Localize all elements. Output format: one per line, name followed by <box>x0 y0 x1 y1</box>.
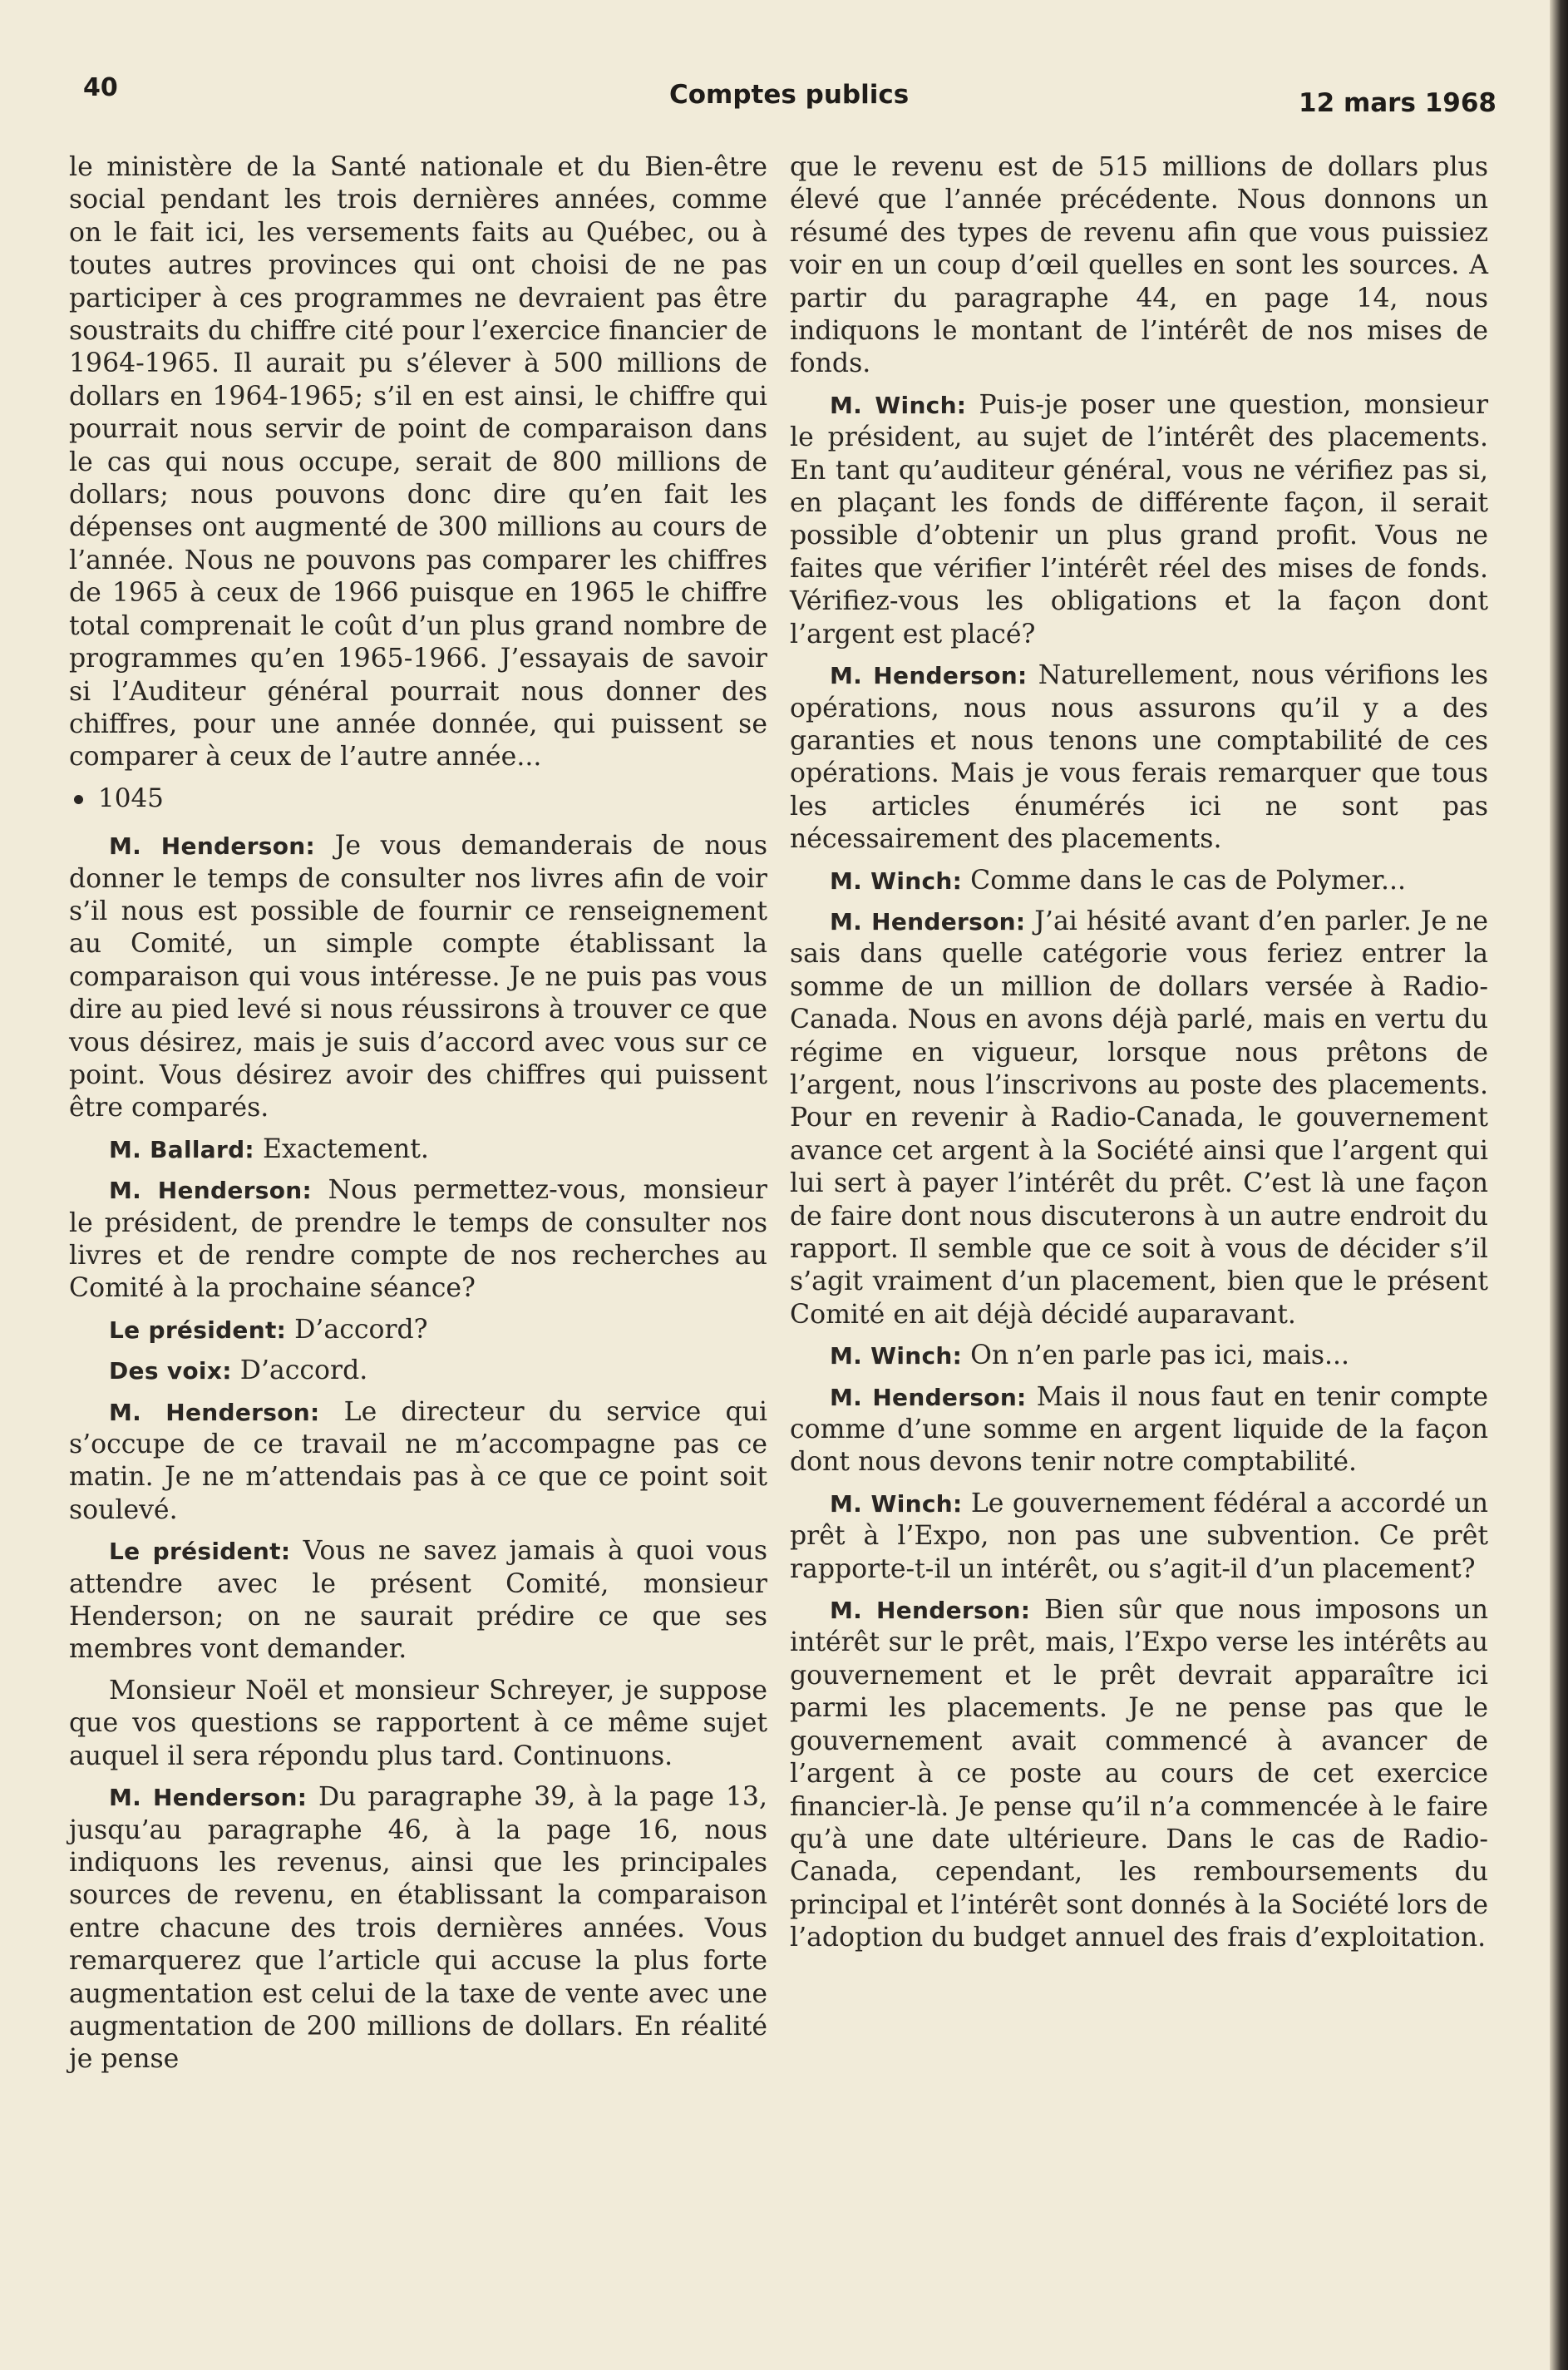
speaker-name: M. Ballard: <box>109 1135 254 1163</box>
speaker-name: M. Henderson: <box>109 1177 312 1205</box>
paragraph <box>69 830 767 1125</box>
speaker-name: M. Winch: <box>830 1342 963 1370</box>
paragraph: Monsieur Noël et monsieur Schreyer, je suppose que vos questions se rapportent à ce même sujet auquel il sera répondu plus tard. Continuons. <box>69 1675 767 1771</box>
speaker-name: Des voix: <box>109 1357 232 1385</box>
speech-text: Le directeur du service qui s’occupe de ce travail ne m’accompagne pas ce matin. Je ne m’attendais pas à ce que ce point soit soulevé. <box>69 1396 767 1525</box>
paragraph <box>69 1314 767 1346</box>
speaker-name: M. Winch: <box>830 1489 963 1518</box>
speaker-name: M. Henderson: <box>830 1597 1031 1625</box>
paragraph <box>790 1340 1488 1372</box>
speech-text: Du paragraphe 39, à la page 13, jusqu’au paragraphe 46, à la page 16, nous indiquons les revenus, ainsi que les principales sources de revenu, en établissant la comparaison entre chacune des trois dernières années. Vous remarquerez que l’article qui accuse la plus forte augmentation est celui de la taxe de vente avec une augmentation de 200 millions de dollars. En réalité je pense <box>69 1782 767 2075</box>
paragraph <box>69 1781 767 2076</box>
paragraph <box>69 1396 767 1528</box>
header-date: 12 mars 1968 <box>1299 88 1497 118</box>
speaker-name: M. Henderson: <box>830 662 1028 690</box>
speech-text: D’accord. <box>231 1355 368 1386</box>
paragraph <box>790 659 1488 856</box>
paragraph <box>790 1594 1488 1954</box>
paragraph <box>69 1133 767 1166</box>
speech-text: Nous permettez-vous, monsieur le président, de prendre le temps de consulter nos livres et de rendre compte de nos recherches au Comité à la prochaine séance? <box>69 1175 767 1304</box>
speaker-name: M. Winch: <box>830 867 963 895</box>
page-edge-shadow <box>1550 0 1568 2370</box>
paragraph: que le revenu est de 515 millions de dollars plus élevé que l’année précédente. Nous donnons un résumé des types de revenu afin que vous puissiez voir en un coup d’œil quelles en sont les sources. A partir du paragraphe 44, en page 14, nous indiquons le montant de l’intérêt de nos mises de fonds. <box>790 152 1488 379</box>
paragraph <box>69 1174 767 1306</box>
speech-text: Le gouvernement fédéral a accordé un prêt à l’Expo, non pas une subvention. Ce prêt rapporte-t-il un intérêt, ou s’agit-il d’un placement? <box>790 1488 1489 1584</box>
paragraph <box>790 1381 1488 1479</box>
speaker-name: Le président: <box>109 1316 287 1344</box>
right-column <box>790 151 1488 1963</box>
speaker-name: M. Henderson: <box>830 907 1026 936</box>
running-title: Comptes publics <box>669 80 910 110</box>
speaker-name: M. Henderson: <box>109 1784 308 1812</box>
paragraph <box>790 865 1488 897</box>
time-marker-label: 1045 <box>98 783 164 813</box>
paragraph <box>790 906 1488 1331</box>
page-number: 40 <box>83 73 118 102</box>
speaker-name: M. Henderson: <box>109 1398 320 1426</box>
speech-text: Mais il nous faut en tenir compte comme d’une somme en argent liquide de la façon dont nous devons tenir notre comptabilité. <box>790 1381 1488 1478</box>
speaker-name: M. Winch: <box>830 391 967 419</box>
speech-text: Comme dans le cas de Polymer... <box>962 865 1407 896</box>
time-marker <box>69 783 767 815</box>
speech-text: Naturellement, nous vérifions les opérations, nous nous assurons qu’il y a des garanties et nous tenons une comptabilité de ces opérations. Mais je vous ferais remarquer que tous les articles énumérés ici ne sont pas nécessairement des placements. <box>790 660 1488 855</box>
bullet-icon <box>74 795 83 804</box>
speaker-name: M. Henderson: <box>109 832 316 861</box>
speech-text: D’accord? <box>286 1314 428 1345</box>
speech-text: Puis-je poser une question, monsieur le président, au sujet de l’intérêt des placements. En tant qu’auditeur général, vous ne vérifiez pas si, en plaçant les fonds de différente façon, il serait possible d’obtenir un plus grand profit. Vous ne faites que vérifier l’intérêt réel des mises de fonds. Vérifiez-vous les obligations et la façon dont l’argent est placé? <box>790 389 1489 649</box>
speech-text: J’ai hésité avant d’en parler. Je ne sais dans quelle catégorie vous feriez entrer la somme de un million de dollars versée à Radio-Canada. Nous en avons déjà parlé, mais en vertu du régime en vigueur, lorsque nous prêtons de l’argent, nous l’inscrivons au poste des placements. Pour en revenir à Radio-Canada, le gouvernement avance cet argent à la Société ainsi que l’argent qui lui sert à payer l’intérêt du prêt. C’est là une façon de faire dont nous discuterons à un autre endroit du rapport. Il semble que ce soit à vous de décider s’il s’agit vraiment d’un placement, bien que le présent Comité en ait déjà décidé auparavant. <box>790 906 1488 1330</box>
page-header <box>83 65 1497 123</box>
left-column <box>69 151 767 2085</box>
paragraph <box>69 1355 767 1387</box>
paragraph <box>69 1535 767 1666</box>
paragraph <box>790 1488 1488 1586</box>
paragraph: le ministère de la Santé nationale et du Bien-être social pendant les trois dernières années, comme on le fait ici, les versements faits au Québec, ou à toutes autres provinces qui ont choisi de ne pas participer à ces programmes ne devraient pas être soustraits du chiffre cité pour l’exercice financier de 1964-1965. Il aurait pu s’élever à 500 millions de dollars en 1964-1965; s’il en est ainsi, le chiffre qui pourrait nous servir de point de comparaison dans le cas qui nous occupe, serait de 800 millions de dollars; nous pouvons donc dire qu’en fait les dépenses ont augmenté de 300 millions au cours de l’année. Nous ne pouvons pas comparer les chiffres de 1965 à ceux de 1966 puisque en 1965 le chiffre total comprenait le coût d’un plus grand nombre de programmes qu’en 1965-1966. J’essayais de savoir si l’Auditeur général pourrait nous donner des chiffres, pour une année donnée, qui puissent se comparer à ceux de l’autre année... <box>69 152 767 773</box>
paragraph <box>790 389 1488 651</box>
speech-text: Vous ne savez jamais à quoi vous attendre avec le présent Comité, monsieur Henderson; on ne saurait prédire ce que ses membres vont demander. <box>69 1536 767 1665</box>
speech-text: On n’en parle pas ici, mais... <box>962 1341 1350 1371</box>
speaker-name: Le président: <box>109 1538 291 1566</box>
speech-text: Exactement. <box>254 1133 429 1164</box>
speech-text: Bien sûr que nous imposons un intérêt sur le prêt, mais, l’Expo verse les intérêts au gouvernement et le prêt devrait apparaître ici parmi les placements. Je ne pense pas que le gouvernement avait commencé à avancer de l’argent à ce poste au cours de cet exercice financier-là. Je pense qu’il n’a commencée à le faire qu’à une date ultérieure. Dans le cas de Radio-Canada, cependant, les remboursements du principal et l’intérêt sont donnés à la Société lors de l’adoption du budget annuel des frais d’exploitation. <box>790 1595 1488 1953</box>
speech-text: Je vous demanderais de nous donner le temps de consulter nos livres afin de voir s’il nous est possible de fournir ce renseignement au Comité, un simple compte établissant la comparaison qui vous intéresse. Je ne puis pas vous dire au pied levé si nous réussirons à trouver ce que vous désirez, mais je suis d’accord avec vous sur ce point. Vous désirez avoir des chiffres qui puissent être comparés. <box>69 831 767 1123</box>
speaker-name: M. Henderson: <box>830 1383 1027 1411</box>
